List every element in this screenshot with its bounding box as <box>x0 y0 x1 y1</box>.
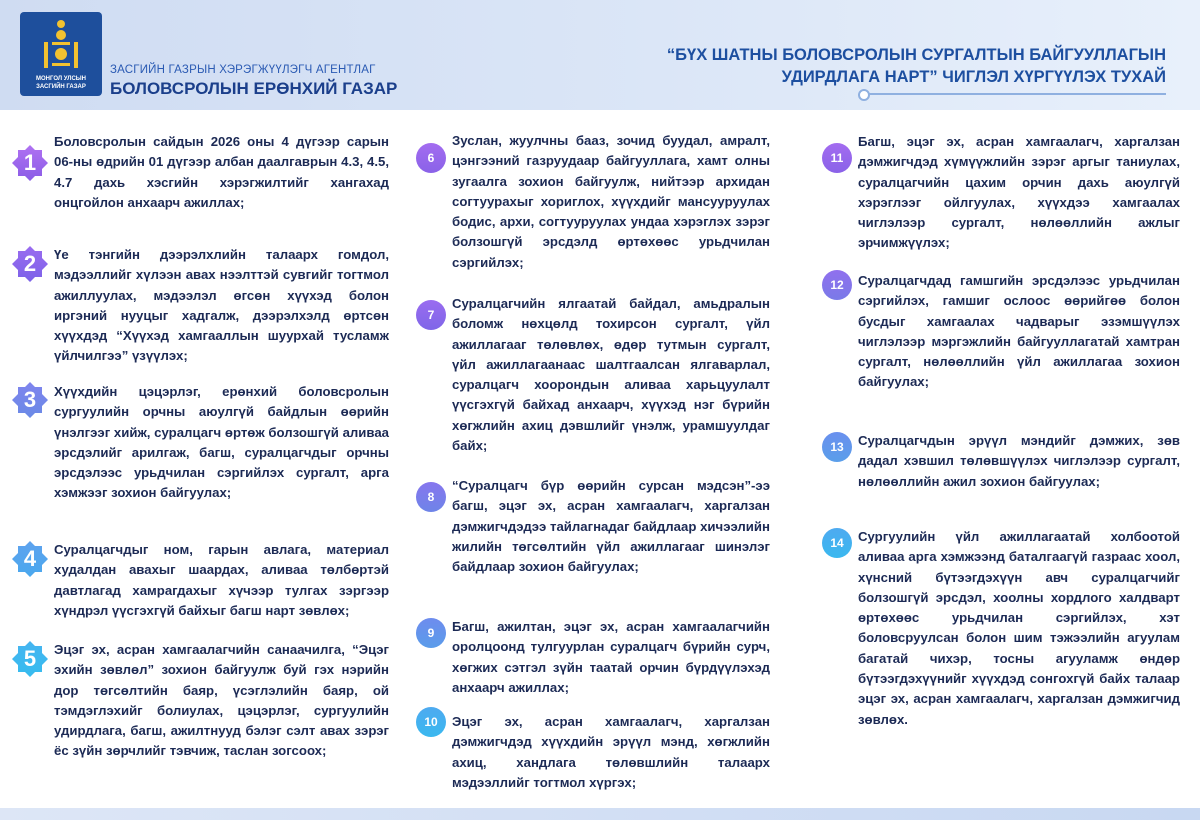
item-text: Зуслан, жуулчны бааз, зочид буудал, амралт, цэнгээний газруудаар байгууллага, хамт олны зугаалга зохион байгуулж, нийтээр архидан согтуурахыг хориглох, хүүхдийг мансууруулах бодис, архи, согтууруулах ундаа хэрэглэх зэрэг болзошгүй эрсдэлд өртөхөөс урьдчилан сэргийлэх; <box>452 133 770 270</box>
government-logo <box>20 12 102 96</box>
footer-band <box>0 808 1200 820</box>
number-badge: 9 <box>416 618 446 648</box>
header-banner <box>0 0 1200 110</box>
item-text: Эцэг эх, асран хамгаалагчийн санаачилга, “Эцэг эхийн зөвлөл” зохион байгуулж буй гэх нэрийн дор төгсөлтийн баяр, үсэглэлийн баяр, ой тэмдэглэхийг болиулах, цэцэрлэг, сургуулийн удирдлага, багш, ажилтнууд бэлэг сэлт авах зэрэг ёс зүйн зөрчлийг тэвчиж, таслан зогсоох; <box>54 642 389 759</box>
item-text: Суралцагчдад гамшгийн эрсдэлээс урьдчилан сэргийлэх, гамшиг ослоос өөрийгөө болон бусдыг хамгаалах чадварыг эзэмшүүлэх чиглэлээр мэргэжлийн байгууллагатай хамтран сургалт, нөлөөллийн үйл ажиллагаа зохион байгуулах; <box>858 273 1180 390</box>
number-badge: 8 <box>416 482 446 512</box>
document-title <box>606 44 1166 88</box>
number-badge: 4 <box>12 541 48 577</box>
item-text: Багш, ажилтан, эцэг эх, асран хамгаалагчийн оролцоонд тулгуурлан суралцагч бүрийн сурч, хөгжих сэтгэл зүйн таатай орчин бүрдүүлэхэд анхаарч ажиллах; <box>452 619 770 695</box>
item-text: Суралцагчийн ялгаатай байдал, амьдралын боломж нөхцөлд тохирсон сургалт, үйл ажиллагааг төлөвлөх, өдөр тутмын сургалт, үйл ажиллагаанаас шалтгаалсан ялгаварлал, суралцагч хоорондын аливаа харьцуулалт үүсгэхгүй байхад анхаарч, хүүхэд нэг бүрийн хөгжлийн ахиц дэвшлийг үнэлж, урамшуулдаг байх; <box>452 296 770 454</box>
item-text: Суралцагчдыг ном, гарын авлага, материал худалдан авахыг шаардах, аливаа төлбөртэй давтлагад хамрагдахыг хүчээр тулгах зэргээр хүндрэл үүсгэхгүй байхыг багш нарт зөвлөх; <box>54 542 389 618</box>
item-text: Сургуулийн үйл ажиллагаатай холбоотой аливаа арга хэмжээнд баталгаагүй газраас хоол, хүнсний бүтээгдэхүүн авч суралцагчийг болзошгүй эрсдэл, хоолны хордлого халдварт өртөхөөс урьдчилан сэргийлэх, хэт боловсруулсан болон шим тэжээлийн агуулам багатай чихэр, тосны агууламж өндөр бүтээгдэхүүнийг хүүхдэд сонгохгүй байх талаар эцэг эх, асран хамгаалагч, харгалзан дэмжигчид зөвлөх. <box>858 529 1180 727</box>
number-badge: 3 <box>12 382 48 418</box>
item-text: Үе тэнгийн дээрэлхлийн талаарх гомдол, мэдээллийг хүлээн авах нээлттэй сувгийг тогтмол ажиллуулах, мэдээлэл өгсөн хүүхэд болон иргэний нууцыг хадгалж, дээрэлхэлд өртсөн хүүхдэд “Хүүхэд хамгааллын шуурхай тусламж үйлчилгээ” үзүүлэх; <box>54 247 389 364</box>
item-text: Эцэг эх, асран хамгаалагч, харгалзан дэмжигчдэд хүүхдийн эрүүл мэнд, хөгжлийн ахиц, хандлага төлөвшлийн талаарх мэдээллийг тогтмол хүргэх; <box>452 714 770 790</box>
number-badge: 6 <box>416 143 446 173</box>
title-line-2: УДИРДЛАГА НАРТ” ЧИГЛЭЛ ХҮРГҮҮЛЭХ ТУХАЙ <box>781 68 1166 86</box>
title-underline-dot <box>858 89 870 101</box>
title-underline <box>866 93 1166 95</box>
item-text: Суралцагчдын эрүүл мэндийг дэмжих, зөв дадал хэвшил төлөвшүүлэх чиглэлээр сургалт, нөлөөллийн ажил зохион байгуулах; <box>858 433 1180 489</box>
number-badge: 1 <box>12 145 48 181</box>
logo-caption-1: МОНГОЛ УЛСЫН <box>36 76 86 82</box>
number-badge: 5 <box>12 641 48 677</box>
soyombo-emblem-icon <box>42 18 80 70</box>
number-badge: 7 <box>416 300 446 330</box>
number-badge: 2 <box>12 246 48 282</box>
logo-caption-2: ЗАСГИЙН ГАЗАР <box>36 84 86 90</box>
item-text: Боловсролын сайдын 2026 оны 4 дүгээр сарын 06-ны өдрийн 01 дүгээр албан даалгаврын 4.3, 4.5, 4.7 дахь хэсгийн хэрэгжилтийг хангахад онцгойлон анхаарч ажиллах; <box>54 134 389 210</box>
item-text: “Суралцагч бүр өөрийн сурсан мэдсэн”-ээ багш, эцэг эх, асран хамгаалагч, харгалзан дэмжигчдэдээ тайлагнадаг байдлаар хичээлийн жилийн төгсөлтийн үйл ажиллагааг шинэлэг байдлаар зохион байгуулах; <box>452 478 770 575</box>
title-line-1: “БҮХ ШАТНЫ БОЛОВСРОЛЫН СУРГАЛТЫН БАЙГУУЛЛАГЫН <box>666 46 1166 64</box>
number-badge: 10 <box>416 707 446 737</box>
number-badge: 14 <box>822 528 852 558</box>
number-badge: 12 <box>822 270 852 300</box>
number-badge: 11 <box>822 143 852 173</box>
number-badge: 13 <box>822 432 852 462</box>
agency-name: БОЛОВСРОЛЫН ЕРӨНХИЙ ГАЗАР <box>110 79 398 98</box>
item-text: Хүүхдийн цэцэрлэг, ерөнхий боловсролын сургуулийн орчны аюулгүй байдлын өөрийн үнэлгээг хийж, суралцагч өртөж болзошгүй аливаа эрсдэлийг арилгаж, багш, суралцагчдыг орчны эрсдэлээс урьдчилан сэргийлэх сургалт, арга хэмжээг зохион байгуулах; <box>54 384 389 501</box>
item-text: Багш, эцэг эх, асран хамгаалагч, харгалзан дэмжигчдэд хүмүүжлийн зэрэг аргыг таниулах, суралцагчийн цахим орчин дахь аюулгүй хэрэглээг ойлгуулах, хүүхдээ хамгаалах чиглэлээр сургалт, нөлөөллийн ажлыг эрчимжүүлэх; <box>858 134 1180 251</box>
agency-subtitle: ЗАСГИЙН ГАЗРЫН ХЭРЭГЖҮҮЛЭГЧ АГЕНТЛАГ <box>110 64 376 76</box>
